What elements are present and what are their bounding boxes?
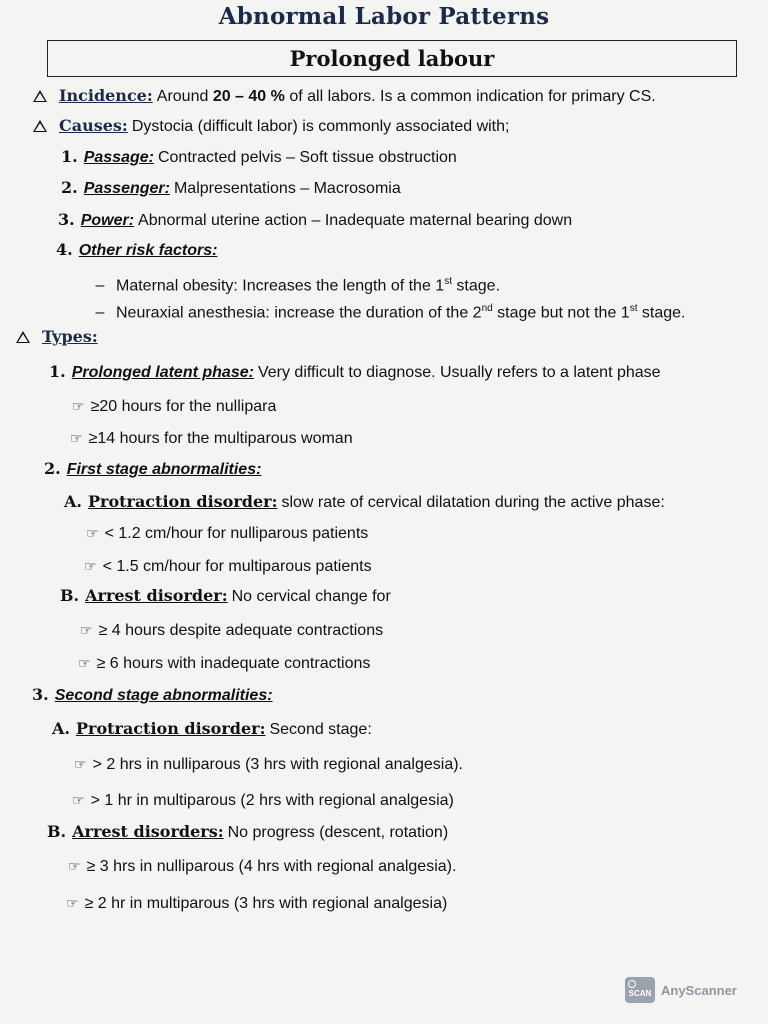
subtype-text: Second stage: bbox=[269, 721, 372, 738]
scanner-watermark bbox=[625, 977, 737, 1003]
cause-text: Abnormal uterine action – Inadequate maternal bearing down bbox=[138, 212, 573, 229]
type-number: 2. bbox=[44, 459, 61, 478]
pointing-hand-icon: ☞ bbox=[74, 756, 87, 772]
point-item bbox=[86, 523, 368, 544]
cause-label: Power: bbox=[80, 212, 135, 229]
subtype-label: Protraction disorder: bbox=[87, 492, 278, 511]
point-item bbox=[78, 653, 370, 674]
point-item bbox=[70, 428, 353, 449]
risk-sup: st bbox=[629, 303, 638, 314]
risk-text: Maternal obesity: Increases the length of the 1 bbox=[116, 277, 445, 295]
subtype-letter: B. bbox=[60, 586, 80, 605]
point-item bbox=[74, 754, 463, 775]
causes-text: Dystocia (difficult labor) is commonly associated with; bbox=[131, 118, 510, 135]
page-title: Abnormal Labor Patterns bbox=[218, 3, 550, 30]
risk-text: stage but not the 1 bbox=[492, 304, 630, 322]
subtype-text: slow rate of cervical dilatation during the active phase: bbox=[281, 494, 665, 511]
point-text: ≥20 hours for the nullipara bbox=[90, 398, 277, 415]
cause-item bbox=[58, 210, 572, 231]
section-title: Prolonged labour bbox=[47, 40, 737, 77]
risk-sup: st bbox=[444, 276, 452, 287]
incidence-range: 20 – 40 % bbox=[212, 88, 285, 105]
point-text: ≥14 hours for the multiparous woman bbox=[88, 430, 353, 447]
cause-number: 2. bbox=[61, 178, 78, 197]
cause-item bbox=[61, 178, 401, 199]
type-item bbox=[32, 685, 277, 706]
incidence-text-pre: Around bbox=[156, 88, 213, 105]
point-item bbox=[68, 856, 456, 877]
point-text: ≥ 4 hours despite adequate contractions bbox=[98, 622, 384, 639]
pointing-hand-icon: ☞ bbox=[80, 622, 93, 638]
subtype-text: No progress (descent, rotation) bbox=[227, 824, 449, 841]
cause-item bbox=[61, 147, 457, 168]
pointing-hand-icon: ☞ bbox=[66, 895, 79, 911]
risk-sup: nd bbox=[481, 303, 493, 314]
type-number: 1. bbox=[49, 362, 66, 381]
risk-text: stage. bbox=[451, 277, 501, 295]
subtype-label: Arrest disorders: bbox=[72, 822, 224, 841]
type-item bbox=[44, 459, 265, 480]
types-line bbox=[16, 327, 102, 348]
point-text: < 1.5 cm/hour for multiparous patients bbox=[102, 558, 372, 575]
subtype-text: No cervical change for bbox=[231, 588, 391, 605]
incidence-label: Incidence: bbox=[59, 86, 153, 105]
triangle-bullet-icon bbox=[33, 120, 47, 132]
risk-factor-item bbox=[94, 272, 500, 296]
cause-number: 1. bbox=[61, 147, 78, 166]
cause-label: Passage: bbox=[83, 149, 154, 166]
pointing-hand-icon: ☞ bbox=[70, 430, 83, 446]
triangle-bullet-icon bbox=[16, 331, 30, 343]
risk-text: stage. bbox=[637, 304, 686, 322]
point-text: < 1.2 cm/hour for nulliparous patients bbox=[104, 525, 369, 542]
type-text: Very difficult to diagnose. Usually refers to a latent phase bbox=[257, 364, 661, 381]
pointing-hand-icon: ☞ bbox=[84, 558, 97, 574]
cause-item bbox=[56, 240, 221, 261]
dash-bullet-icon: – bbox=[95, 304, 105, 322]
dash-bullet-icon: – bbox=[95, 277, 105, 295]
subtype-letter: B. bbox=[47, 822, 67, 841]
risk-text: Neuraxial anesthesia: increase the duration of the 2 bbox=[116, 304, 482, 322]
cause-label: Other risk factors: bbox=[78, 242, 218, 259]
point-text: ≥ 2 hr in multiparous (3 hrs with regional analgesia) bbox=[84, 895, 448, 912]
subtype-label: Protraction disorder: bbox=[75, 719, 266, 738]
triangle-bullet-icon bbox=[33, 90, 47, 102]
pointing-hand-icon: ☞ bbox=[86, 525, 99, 541]
pointing-hand-icon: ☞ bbox=[68, 858, 81, 874]
type-label: Second stage abnormalities: bbox=[54, 687, 273, 704]
cause-label: Passenger: bbox=[83, 180, 170, 197]
pointing-hand-icon: ☞ bbox=[72, 792, 85, 808]
point-text: ≥ 6 hours with inadequate contractions bbox=[96, 655, 371, 672]
incidence-text-post: of all labors. Is a common indication for primary CS. bbox=[284, 88, 656, 105]
pointing-hand-icon: ☞ bbox=[78, 655, 91, 671]
causes-line bbox=[33, 116, 509, 137]
subtype-label: Arrest disorder: bbox=[85, 586, 228, 605]
type-number: 3. bbox=[32, 685, 49, 704]
subtype-letter: A. bbox=[64, 492, 82, 511]
point-text: ≥ 3 hrs in nulliparous (4 hrs with regional analgesia). bbox=[86, 858, 457, 875]
types-label: Types: bbox=[42, 327, 98, 346]
causes-label: Causes: bbox=[59, 116, 128, 135]
point-item bbox=[80, 620, 383, 641]
point-item bbox=[72, 790, 454, 811]
type-label: Prolonged latent phase: bbox=[71, 364, 254, 381]
subtype-item bbox=[60, 586, 391, 607]
pointing-hand-icon: ☞ bbox=[72, 398, 85, 414]
cause-number: 4. bbox=[56, 240, 73, 259]
point-text: > 2 hrs in nulliparous (3 hrs with regional analgesia). bbox=[92, 756, 463, 773]
incidence-line bbox=[33, 86, 656, 107]
subtype-item bbox=[52, 719, 372, 740]
point-item bbox=[84, 556, 372, 577]
cause-text: Malpresentations – Macrosomia bbox=[173, 180, 401, 197]
cause-number: 3. bbox=[58, 210, 75, 229]
type-label: First stage abnormalities: bbox=[66, 461, 262, 478]
scanner-name: AnyScanner bbox=[661, 982, 737, 998]
subtype-item bbox=[64, 492, 665, 513]
type-item bbox=[49, 362, 661, 383]
point-item bbox=[66, 893, 447, 914]
subtype-letter: A. bbox=[52, 719, 70, 738]
scanner-logo-icon: SCAN bbox=[625, 977, 655, 1003]
risk-factor-item bbox=[94, 299, 686, 323]
point-item bbox=[72, 396, 276, 417]
point-text: > 1 hr in multiparous (2 hrs with regional analgesia) bbox=[90, 792, 454, 809]
subtype-item bbox=[47, 822, 448, 843]
cause-text: Contracted pelvis – Soft tissue obstruction bbox=[157, 149, 457, 166]
